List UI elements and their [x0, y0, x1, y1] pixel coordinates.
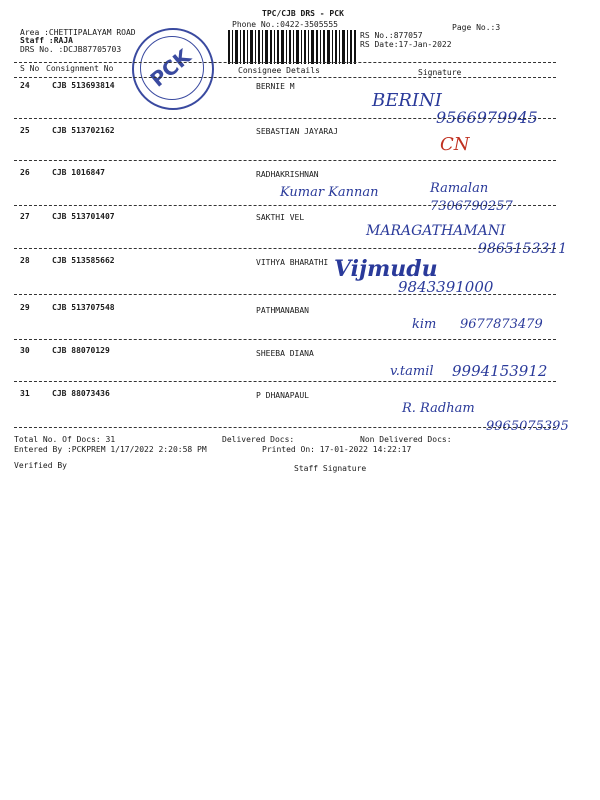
non-delivered-docs: Non Delivered Docs:	[360, 435, 452, 444]
row-phone: 9994153912	[452, 362, 548, 380]
rs-number: RS No.:877057	[360, 31, 423, 40]
row-signature: R. Radham	[402, 401, 475, 416]
row-s-no: 30	[20, 346, 30, 355]
row-consignment: CJB 513693814	[52, 81, 115, 90]
row-phone: 9566979945	[436, 108, 538, 127]
pck-stamp	[132, 28, 214, 110]
header-divider-top	[14, 62, 556, 63]
row-phone: 9677873479	[460, 317, 543, 332]
row-signature: Kumar Kannan	[280, 185, 379, 200]
rs-date: RS Date:17-Jan-2022	[360, 40, 452, 49]
col-signature: Signature	[418, 68, 462, 77]
row-signature: CN	[440, 134, 470, 155]
barcode	[228, 30, 356, 64]
row-s-no: 24	[20, 81, 30, 90]
col-s-no: S No	[20, 64, 40, 73]
row-consignee: SAKTHI VEL	[256, 213, 305, 222]
phone-number: Phone No.:0422-3505555	[232, 20, 338, 29]
row-consignee: VITHYA BHARATHI	[256, 258, 329, 267]
row-consignee: BERNIE M	[256, 82, 295, 91]
row-s-no: 28	[20, 256, 30, 265]
row-consignment: CJB 513707548	[52, 303, 115, 312]
row-consignment: CJB 513702162	[52, 126, 115, 135]
row-phone: 9865153311	[478, 241, 568, 257]
row-signature: Vijmudu	[334, 256, 438, 282]
row-signature: kim	[412, 317, 437, 332]
stamp-text: PCK	[145, 44, 196, 92]
entered-by: Entered By :PCKPREM 1/17/2022 2:20:58 PM	[14, 445, 207, 454]
staff-signature: Staff Signature	[294, 464, 367, 473]
verified-by: Verified By	[14, 461, 67, 470]
row-s-no: 29	[20, 303, 30, 312]
row-signature: BERINI	[372, 90, 442, 111]
row-consignment: CJB 88070129	[52, 346, 110, 355]
row-signature: MARAGATHAMANI	[366, 223, 506, 239]
row-consignee: P DHANAPAUL	[256, 391, 309, 400]
row-phone: 9843391000	[398, 278, 494, 296]
row-consignee: RADHAKRISHNAN	[256, 170, 319, 179]
row-consignee: PATHMANABAN	[256, 306, 309, 315]
row-consignment: CJB 513701407	[52, 212, 115, 221]
row-consignment: CJB 513585662	[52, 256, 115, 265]
row-s-no: 31	[20, 389, 30, 398]
drs-number: DRS No. :DCJB87705703	[20, 45, 122, 54]
row-consignment: CJB 88073436	[52, 389, 110, 398]
row-divider	[14, 339, 556, 340]
col-consignee-details: Consignee Details	[238, 66, 320, 75]
col-consignment-no: Consignment No	[46, 64, 114, 73]
row-signature: v.tamil	[390, 364, 434, 379]
row-s-no: 27	[20, 212, 30, 221]
row-divider	[14, 381, 556, 382]
row-s-no: 25	[20, 126, 30, 135]
printed-on: Printed On: 17-01-2022 14:22:17	[262, 445, 412, 454]
header-divider-bottom	[14, 77, 556, 78]
row-divider	[14, 294, 556, 295]
row-divider	[14, 160, 556, 161]
row-consignment: CJB 1016847	[52, 168, 105, 177]
row-divider	[14, 205, 556, 206]
row-consignee: SHEEBA DIANA	[256, 349, 314, 358]
area-label: Area :CHETTIPALAYAM ROAD	[20, 28, 136, 37]
document-title: TPC/CJB DRS - PCK	[262, 9, 344, 18]
delivered-docs: Delivered Docs:	[222, 435, 295, 444]
row-consignee: SEBASTIAN JAYARAJ	[256, 127, 338, 136]
row-s-no: 26	[20, 168, 30, 177]
total-docs: Total No. Of Docs: 31	[14, 435, 116, 444]
row-divider	[14, 118, 556, 119]
page-number: Page No.:3	[452, 23, 501, 32]
row-phone: 9965075395	[486, 419, 569, 434]
row-phone: Ramalan 7306790257	[430, 181, 513, 214]
row-divider	[14, 248, 556, 249]
staff-label: Staff :RAJA	[20, 36, 73, 45]
row-divider	[14, 427, 556, 428]
